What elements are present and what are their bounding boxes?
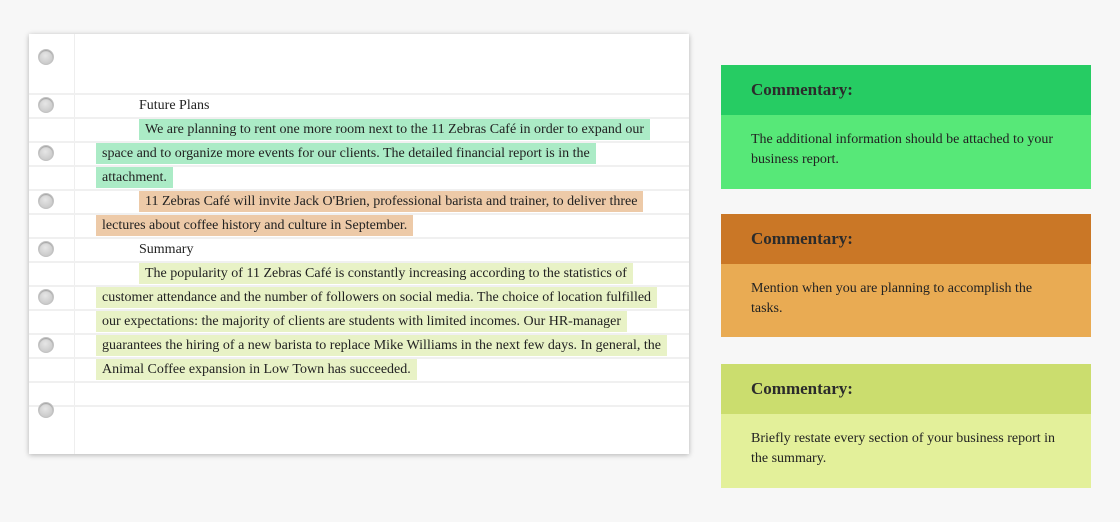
binder-hole — [38, 145, 54, 161]
binder-hole — [38, 97, 54, 113]
comment-card-timeline[interactable] — [721, 214, 1091, 337]
paragraph-future-plans[interactable] — [96, 118, 661, 190]
section-heading-summary — [96, 238, 661, 262]
comment-header: Commentary: — [721, 214, 1091, 264]
paragraph-summary[interactable] — [96, 262, 661, 382]
comment-text: Mention when you are planning to accomplish the tasks. — [721, 264, 1091, 337]
binder-hole — [38, 402, 54, 418]
highlighted-text[interactable]: We are planning to rent one more room next to the 11 Zebras Café in order to expand our space and to organize more events for our clients. The detailed financial report is in the attachment. — [96, 119, 650, 188]
comment-header: Commentary: — [721, 65, 1091, 115]
document-text — [96, 94, 661, 382]
binder-hole — [38, 289, 54, 305]
comment-text: The additional information should be attached to your business report. — [721, 115, 1091, 189]
binder-hole — [38, 337, 54, 353]
binder-hole — [38, 193, 54, 209]
margin-line — [74, 34, 75, 454]
notebook-page — [29, 34, 689, 454]
binder-hole — [38, 241, 54, 257]
comment-card-summary[interactable] — [721, 364, 1091, 488]
ruled-line — [29, 405, 689, 407]
comment-header: Commentary: — [721, 364, 1091, 414]
highlighted-text[interactable]: The popularity of 11 Zebras Café is constantly increasing according to the statistics of customer attendance and the number of followers on social media. The choice of location fulfilled our expectations: the majority of clients are students with limited incomes. Our HR-manager guarantees the hiring of a new barista to replace Mike Williams in the next few days. In general, the Animal Coffee expansion in Low Town has succeeded. — [96, 263, 667, 380]
comment-text: Briefly restate every section of your business report in the summary. — [721, 414, 1091, 488]
binder-hole — [38, 49, 54, 65]
paragraph-lectures[interactable] — [96, 190, 661, 238]
section-heading-future-plans — [96, 94, 661, 118]
highlighted-text[interactable]: 11 Zebras Café will invite Jack O'Brien, professional barista and trainer, to deliver three lectures about coffee history and culture in September. — [96, 191, 643, 236]
section-heading-text: Summary — [139, 242, 194, 257]
section-heading-text: Future Plans — [139, 98, 210, 113]
comment-card-attachment[interactable] — [721, 65, 1091, 189]
